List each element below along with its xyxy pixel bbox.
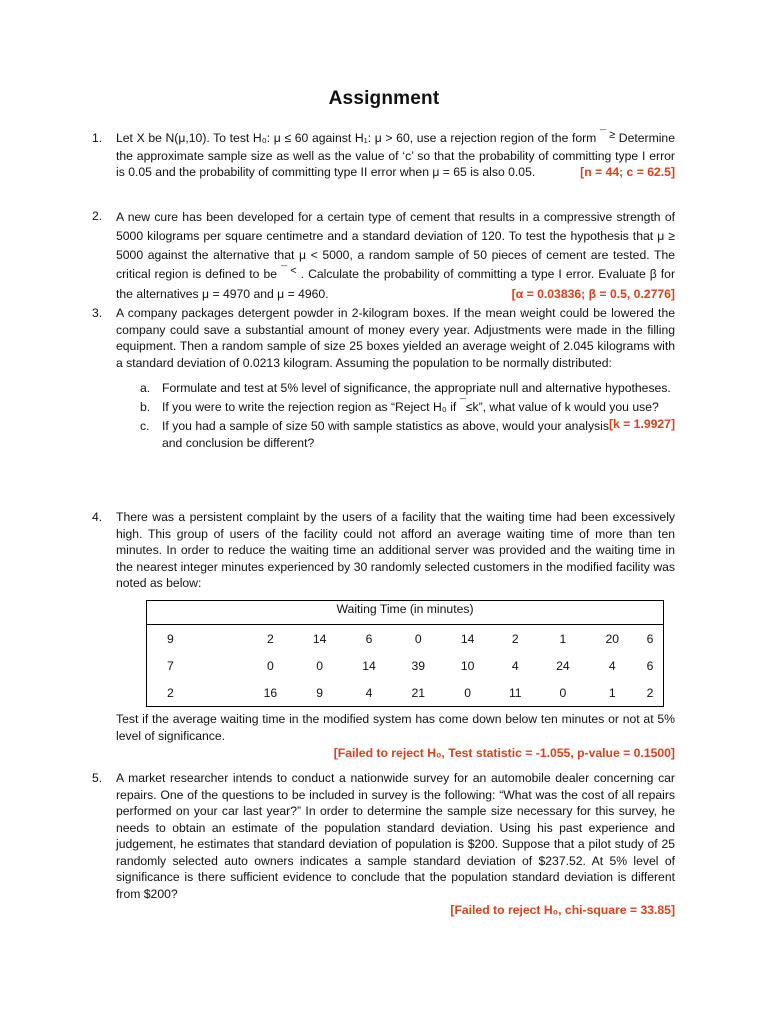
math-symbol: ¯ ≥ xyxy=(599,129,616,141)
table-cell: 24 xyxy=(556,658,570,673)
question-number: 1. xyxy=(92,131,103,145)
math-symbol: ¯ xyxy=(459,397,466,410)
question-text: Let X be N(μ,10). To test H₀: μ ≤ 60 against H₁: μ > 60, use a rejection region of the form xyxy=(116,131,597,145)
answer-key: [Failed to reject H₀, Test statistic = -1.055, p-value = 0.1500] xyxy=(333,746,675,760)
table-cell: 14 xyxy=(362,658,376,673)
question-1 xyxy=(92,130,675,181)
sub-question-b xyxy=(116,397,675,431)
table-cell: 9 xyxy=(316,685,324,700)
table-cell: 6 xyxy=(646,658,654,673)
table-cell: 1 xyxy=(608,685,616,700)
sub-question-text: If you were to write the rejection region as “Reject H₀ if xyxy=(162,399,457,414)
question-text: A market researcher intends to conduct a nationwide survey for an automobile dealer concerning car repairs. One of the questions to be included in survey is the following: “What was the cost of all repairs performed on your car last year?” In order to determine the sample size necessary for this survey, he needs to obtain an estimate of the population standard deviation. Using his past experience and judgement, he estimates that standard deviation of population is $200. Suppose that a pilot study of 25 randomly selected auto owners indicates a sample standard deviation of $237.52. At 5% level of significance is there sufficient evidence to conclude that the population standard deviation is different from $200? xyxy=(116,771,675,901)
table-cell: 0 xyxy=(414,631,422,646)
page-title: Assignment xyxy=(328,88,440,109)
table-cell: 2 xyxy=(266,631,274,646)
sub-question-list xyxy=(116,380,675,451)
sub-question-text: ≤k”, what value of k would you use? xyxy=(465,399,659,414)
table-cell: 10 xyxy=(460,658,475,673)
question-text: There was a persistent complaint by the users of a facility that the waiting time had been excessively high. This group of users of the facility could not afford an average waiting time of more than ten minutes. In order to reduce the waiting time an additional server was provided and the waiting time in the nearest integer minutes experienced by 30 randomly selected customers in the modified facility was noted as below: xyxy=(116,510,675,590)
answer-key: [n = 44; c = 62.5] xyxy=(580,165,675,179)
sub-question-text: Formulate and test at 5% level of significance, the appropriate null and alternative hypotheses. xyxy=(162,381,671,395)
table-cell: 16 xyxy=(263,685,278,700)
question-text: A company packages detergent powder in 2-kilogram boxes. If the mean weight could be lowered the company could save a substantial amount of money every year. Adjustments were made in the filling equipment. Then a random sample of size 25 boxes yielded an average weight of 2.045 kilograms with a standard deviation of 0.0213 kilogram. Assuming the population to be normally distributed: xyxy=(116,306,675,370)
answer-key: [k = 1.9927] xyxy=(608,417,675,431)
question-number: 2. xyxy=(92,209,103,223)
table-cell: 0 xyxy=(559,685,567,700)
table-row xyxy=(147,652,664,679)
question-3 xyxy=(92,305,675,453)
table-cell: 9 xyxy=(167,631,174,646)
table-row xyxy=(147,679,664,707)
answer-key: [α = 0.03836; β = 0.5, 0.2776] xyxy=(511,287,675,301)
question-2 xyxy=(92,208,675,304)
table-cell: 7 xyxy=(167,658,174,673)
sub-question-text: If you had a sample of size 50 with sample statistics as above, would your analysis and conclusion be different? xyxy=(162,419,609,450)
table-cell: 4 xyxy=(608,658,616,673)
table-cell: 21 xyxy=(411,685,426,700)
table-cell: 39 xyxy=(411,658,426,673)
math-symbol: ¯ < xyxy=(281,265,297,277)
answer-key: [Failed to reject H₀, chi-square = 33.85] xyxy=(450,903,675,917)
question-text: . Calculate the probability of committing a type I error. Evaluate β for the alternatives μ = 4970 and μ = 4960. xyxy=(116,267,675,301)
sub-question-letter: b. xyxy=(140,399,151,414)
table-cell: 0 xyxy=(266,658,274,673)
table-cell: 14 xyxy=(460,631,475,646)
table-header: Waiting Time (in minutes) xyxy=(147,601,664,625)
sub-question-letter: c. xyxy=(140,419,150,433)
question-5 xyxy=(92,770,675,919)
question-4 xyxy=(92,509,675,592)
sub-question-a xyxy=(116,380,675,397)
sub-question-c xyxy=(116,418,675,451)
table-cell: 0 xyxy=(464,685,471,700)
table-cell: 11 xyxy=(508,685,522,700)
table-cell: 4 xyxy=(511,658,519,673)
question-text: Determine the approximate sample size as well as the value of ‘c’ so that the probability of committing type I error is 0.05 and the probability of committing type II error when μ = 65 is also 0.05. xyxy=(116,131,675,179)
table-cell: 0 xyxy=(316,658,324,673)
table-cell: 20 xyxy=(605,631,620,646)
question-number: 4. xyxy=(92,510,103,524)
question-text: A new cure has been developed for a certain type of cement that results in a compressive strength of 5000 kilograms per square centimetre and a standard deviation of 120. To test the hypothesis that μ ≥ 5000 against the alternative that μ < 5000, a random sample of 50 pieces of cement are tested. The critical region is defined to be xyxy=(116,210,675,281)
table-cell: 6 xyxy=(365,631,373,646)
table-cell: 2 xyxy=(511,631,519,646)
table-cell: 4 xyxy=(365,685,373,700)
question-text: Test if the average waiting time in the modified system has come down below ten minutes or not at 5% level of significance. xyxy=(116,712,675,743)
sub-question-letter: a. xyxy=(140,381,151,395)
table-cell: 1 xyxy=(559,631,567,646)
table-cell: 2 xyxy=(167,685,174,700)
question-number: 5. xyxy=(92,771,103,785)
table-cell: 6 xyxy=(646,631,654,646)
question-number: 3. xyxy=(92,306,103,320)
table-cell: 14 xyxy=(312,631,327,646)
table-cell: 2 xyxy=(646,685,654,700)
table-row xyxy=(147,625,664,653)
waiting-time-table xyxy=(146,600,664,707)
question-4-followup xyxy=(92,711,675,762)
